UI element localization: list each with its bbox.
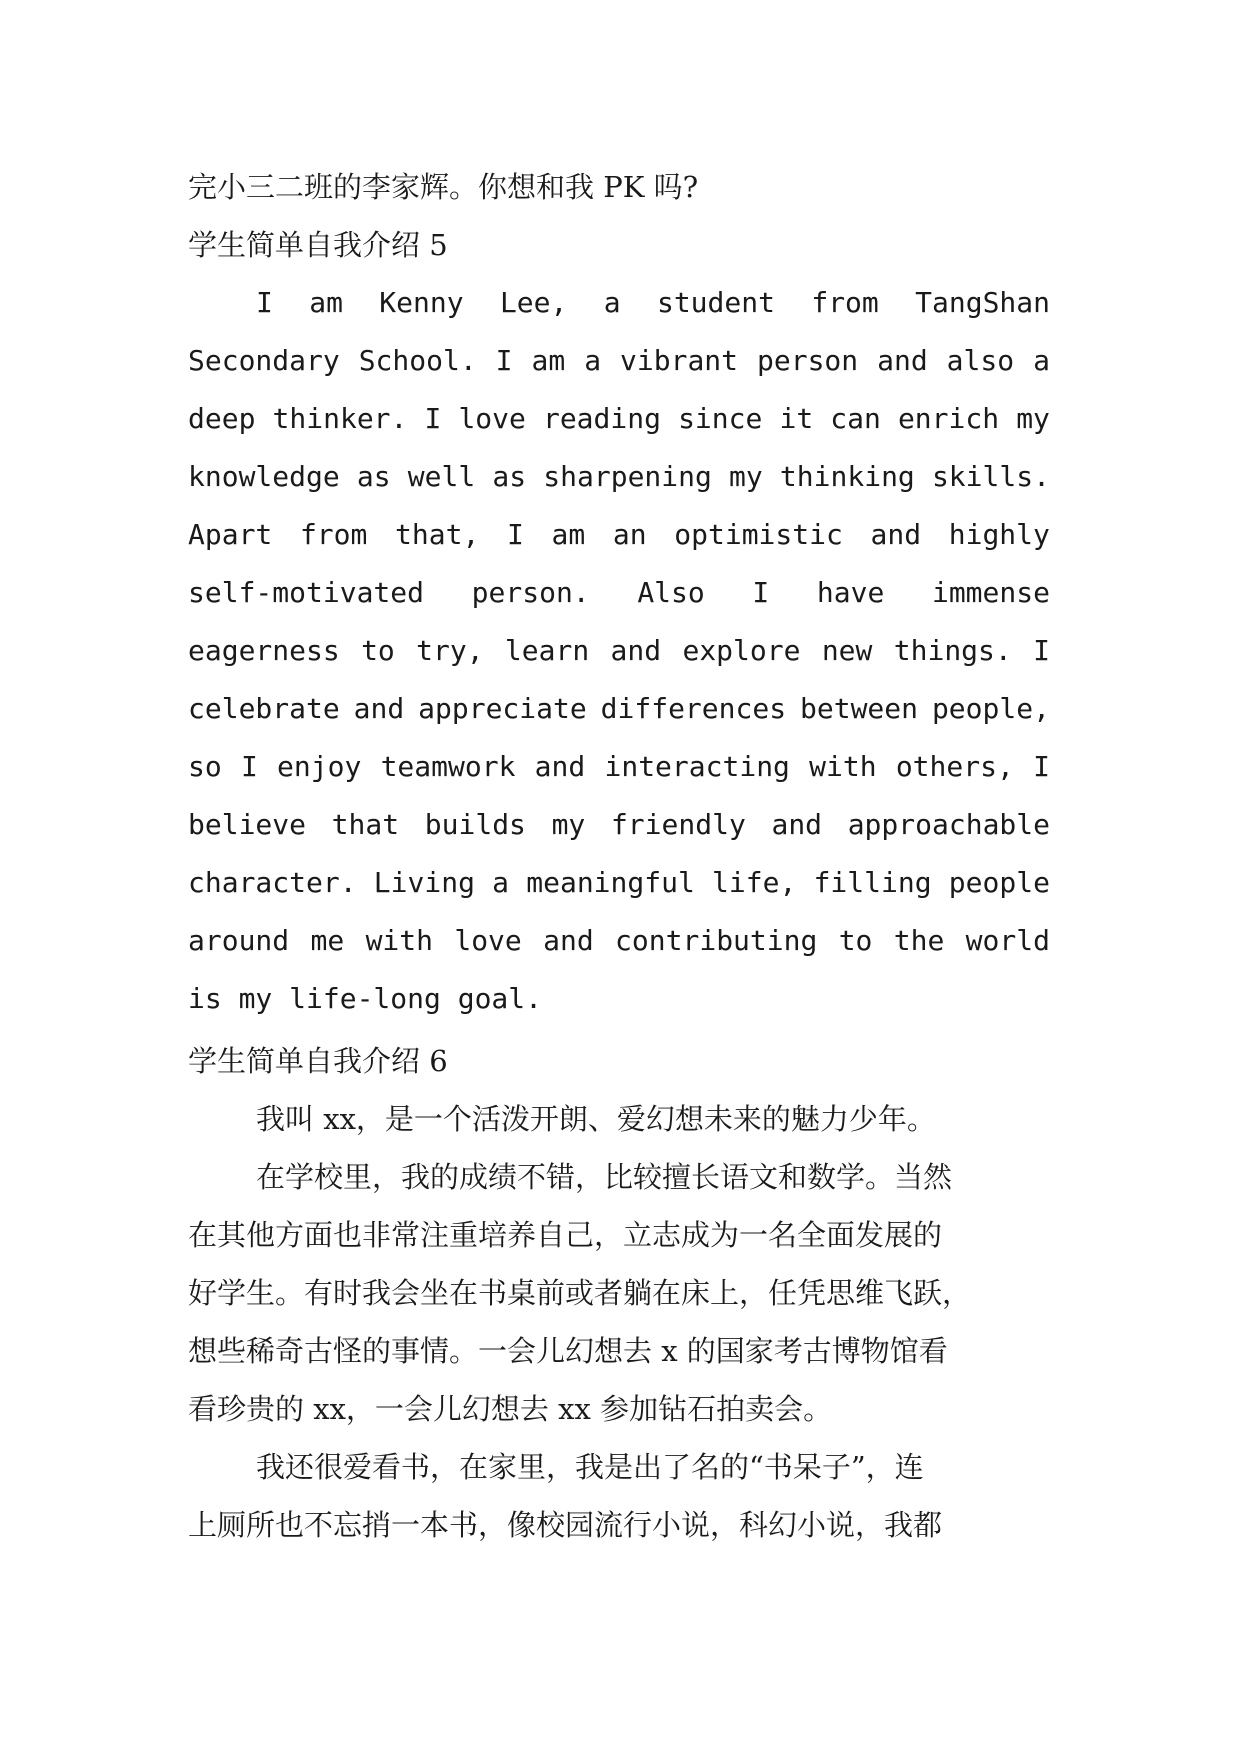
word: sharpening — [543, 460, 712, 493]
word: enrich — [897, 402, 1000, 435]
word: deep — [188, 402, 256, 435]
word: my — [551, 808, 586, 841]
word: person — [757, 344, 859, 377]
word: School. — [358, 344, 477, 377]
word: to — [838, 924, 873, 957]
section-heading-6: 学生简单自我介绍 6 — [188, 1044, 448, 1078]
word: reading — [542, 402, 661, 435]
word: Living — [373, 866, 475, 899]
word: contributing — [615, 924, 818, 957]
text-line: is my life-long goal. — [188, 982, 543, 1015]
word: student — [656, 286, 775, 319]
word: as — [492, 460, 527, 493]
word: try, — [416, 634, 484, 667]
word: and — [353, 692, 405, 725]
word: knowledge — [188, 460, 340, 493]
word: I — [507, 518, 524, 551]
text-line: 在学校里，我的成绩不错，比较擅长语文和数学。当然 — [256, 1160, 953, 1194]
word: believe — [188, 808, 307, 841]
word: a — [603, 286, 621, 319]
text-line — [188, 564, 1050, 622]
word: others, — [895, 750, 1014, 783]
word: and — [870, 518, 922, 551]
word: life, — [712, 866, 797, 899]
text-line: 上厕所也不忘捎一本书，像校园流行小说，科幻小说，我都 — [188, 1508, 943, 1542]
text-line: 想些稀奇古怪的事情。一会儿幻想去 x 的国家考古博物馆看 — [188, 1334, 948, 1368]
text-line — [188, 506, 1050, 564]
word: friendly — [610, 808, 746, 841]
word: and — [534, 750, 586, 783]
chinese-section — [188, 1032, 1050, 1554]
word: I — [1033, 634, 1050, 667]
word: skills. — [931, 460, 1050, 493]
text-line: 完小三二班的李家辉。你想和我 PK 吗? — [188, 170, 699, 204]
word: around — [188, 924, 290, 957]
word: can — [830, 402, 881, 435]
word: learn — [504, 634, 590, 667]
word: I — [240, 750, 258, 783]
word: I — [424, 402, 442, 435]
word: I — [495, 344, 513, 377]
word: I — [256, 286, 273, 319]
text-line — [188, 332, 1050, 390]
word: love — [454, 924, 522, 957]
word: also — [946, 344, 1015, 377]
word: am — [531, 344, 566, 377]
word: explore — [682, 634, 801, 667]
text-line — [188, 738, 1050, 796]
word: with — [809, 750, 877, 783]
word: teamwork — [380, 750, 516, 783]
word: new — [821, 634, 873, 667]
text-line — [188, 680, 1050, 738]
word: from — [811, 286, 879, 319]
word: the — [893, 924, 945, 957]
word: Lee, — [499, 286, 568, 319]
word: vibrant — [620, 344, 739, 377]
word: a — [584, 344, 602, 377]
word: eagerness — [188, 634, 340, 667]
word: from — [299, 518, 368, 551]
word: am — [309, 286, 343, 319]
word: that — [331, 808, 400, 841]
word: a — [492, 866, 510, 899]
word: a — [1033, 344, 1050, 377]
word: Also — [637, 576, 705, 609]
word: highly — [948, 518, 1050, 551]
text-line — [188, 912, 1050, 970]
word: appreciate — [418, 692, 587, 725]
word: with — [365, 924, 433, 957]
word: as — [356, 460, 391, 493]
word: my — [729, 460, 763, 493]
word: filling — [813, 866, 932, 899]
word: celebrate — [188, 692, 340, 725]
word: interacting — [604, 750, 790, 783]
word: and — [877, 344, 928, 377]
text-line — [188, 274, 1050, 332]
word: and — [771, 808, 823, 841]
word: it — [779, 402, 814, 435]
text-line: 好学生。有时我会坐在书桌前或者躺在床上，任凭思维飞跃， — [188, 1276, 972, 1310]
word: to — [361, 634, 395, 667]
word: Kenny — [379, 286, 464, 319]
text-line — [188, 796, 1050, 854]
section-heading-5: 学生简单自我介绍 5 — [188, 228, 448, 262]
word: people, — [931, 692, 1050, 725]
word: since — [678, 402, 763, 435]
word: things. — [893, 634, 1012, 667]
text-line: 我叫 xx，是一个活泼开朗、爱幻想未来的魅力少年。 — [256, 1102, 936, 1136]
text-line — [188, 854, 1050, 912]
word: thinking — [779, 460, 915, 493]
word: and — [543, 924, 594, 957]
word: Secondary — [188, 344, 340, 377]
text-line — [188, 448, 1050, 506]
word: differences — [600, 692, 787, 725]
word: Apart — [188, 518, 273, 551]
text-line: 在其他方面也非常注重培养自己，立志成为一名全面发展的 — [188, 1218, 943, 1252]
word: self-motivated — [188, 576, 425, 609]
word: immense — [931, 576, 1050, 609]
text-line: 看珍贵的 xx，一会儿幻想去 xx 参加钻石拍卖会。 — [188, 1392, 833, 1426]
word: have — [816, 576, 885, 609]
word: my — [1016, 402, 1050, 435]
word: well — [407, 460, 476, 493]
word: I — [752, 576, 770, 609]
word: meaningful — [526, 866, 695, 899]
word: enjoy — [277, 750, 362, 783]
word: approachable — [847, 808, 1050, 841]
word: character. — [188, 866, 357, 899]
word: and — [610, 634, 662, 667]
word: I — [1033, 750, 1050, 783]
word: that, — [395, 518, 480, 551]
text-line — [188, 390, 1050, 448]
word: so — [188, 750, 222, 783]
document-body — [188, 158, 1050, 274]
english-paragraph — [188, 274, 1050, 1028]
text-line — [188, 622, 1050, 680]
text-line: 我还很爱看书，在家里，我是出了名的“书呆子”，连 — [256, 1450, 924, 1484]
word: an — [612, 518, 647, 551]
word: world — [965, 924, 1050, 957]
word: thinker. — [272, 402, 408, 435]
word: builds — [424, 808, 526, 841]
word: person. — [471, 576, 590, 609]
word: me — [310, 924, 345, 957]
word: people — [948, 866, 1050, 899]
word: TangShan — [915, 286, 1050, 319]
word: love — [458, 402, 526, 435]
word: between — [800, 692, 919, 725]
word: am — [551, 518, 586, 551]
word: optimistic — [674, 518, 843, 551]
